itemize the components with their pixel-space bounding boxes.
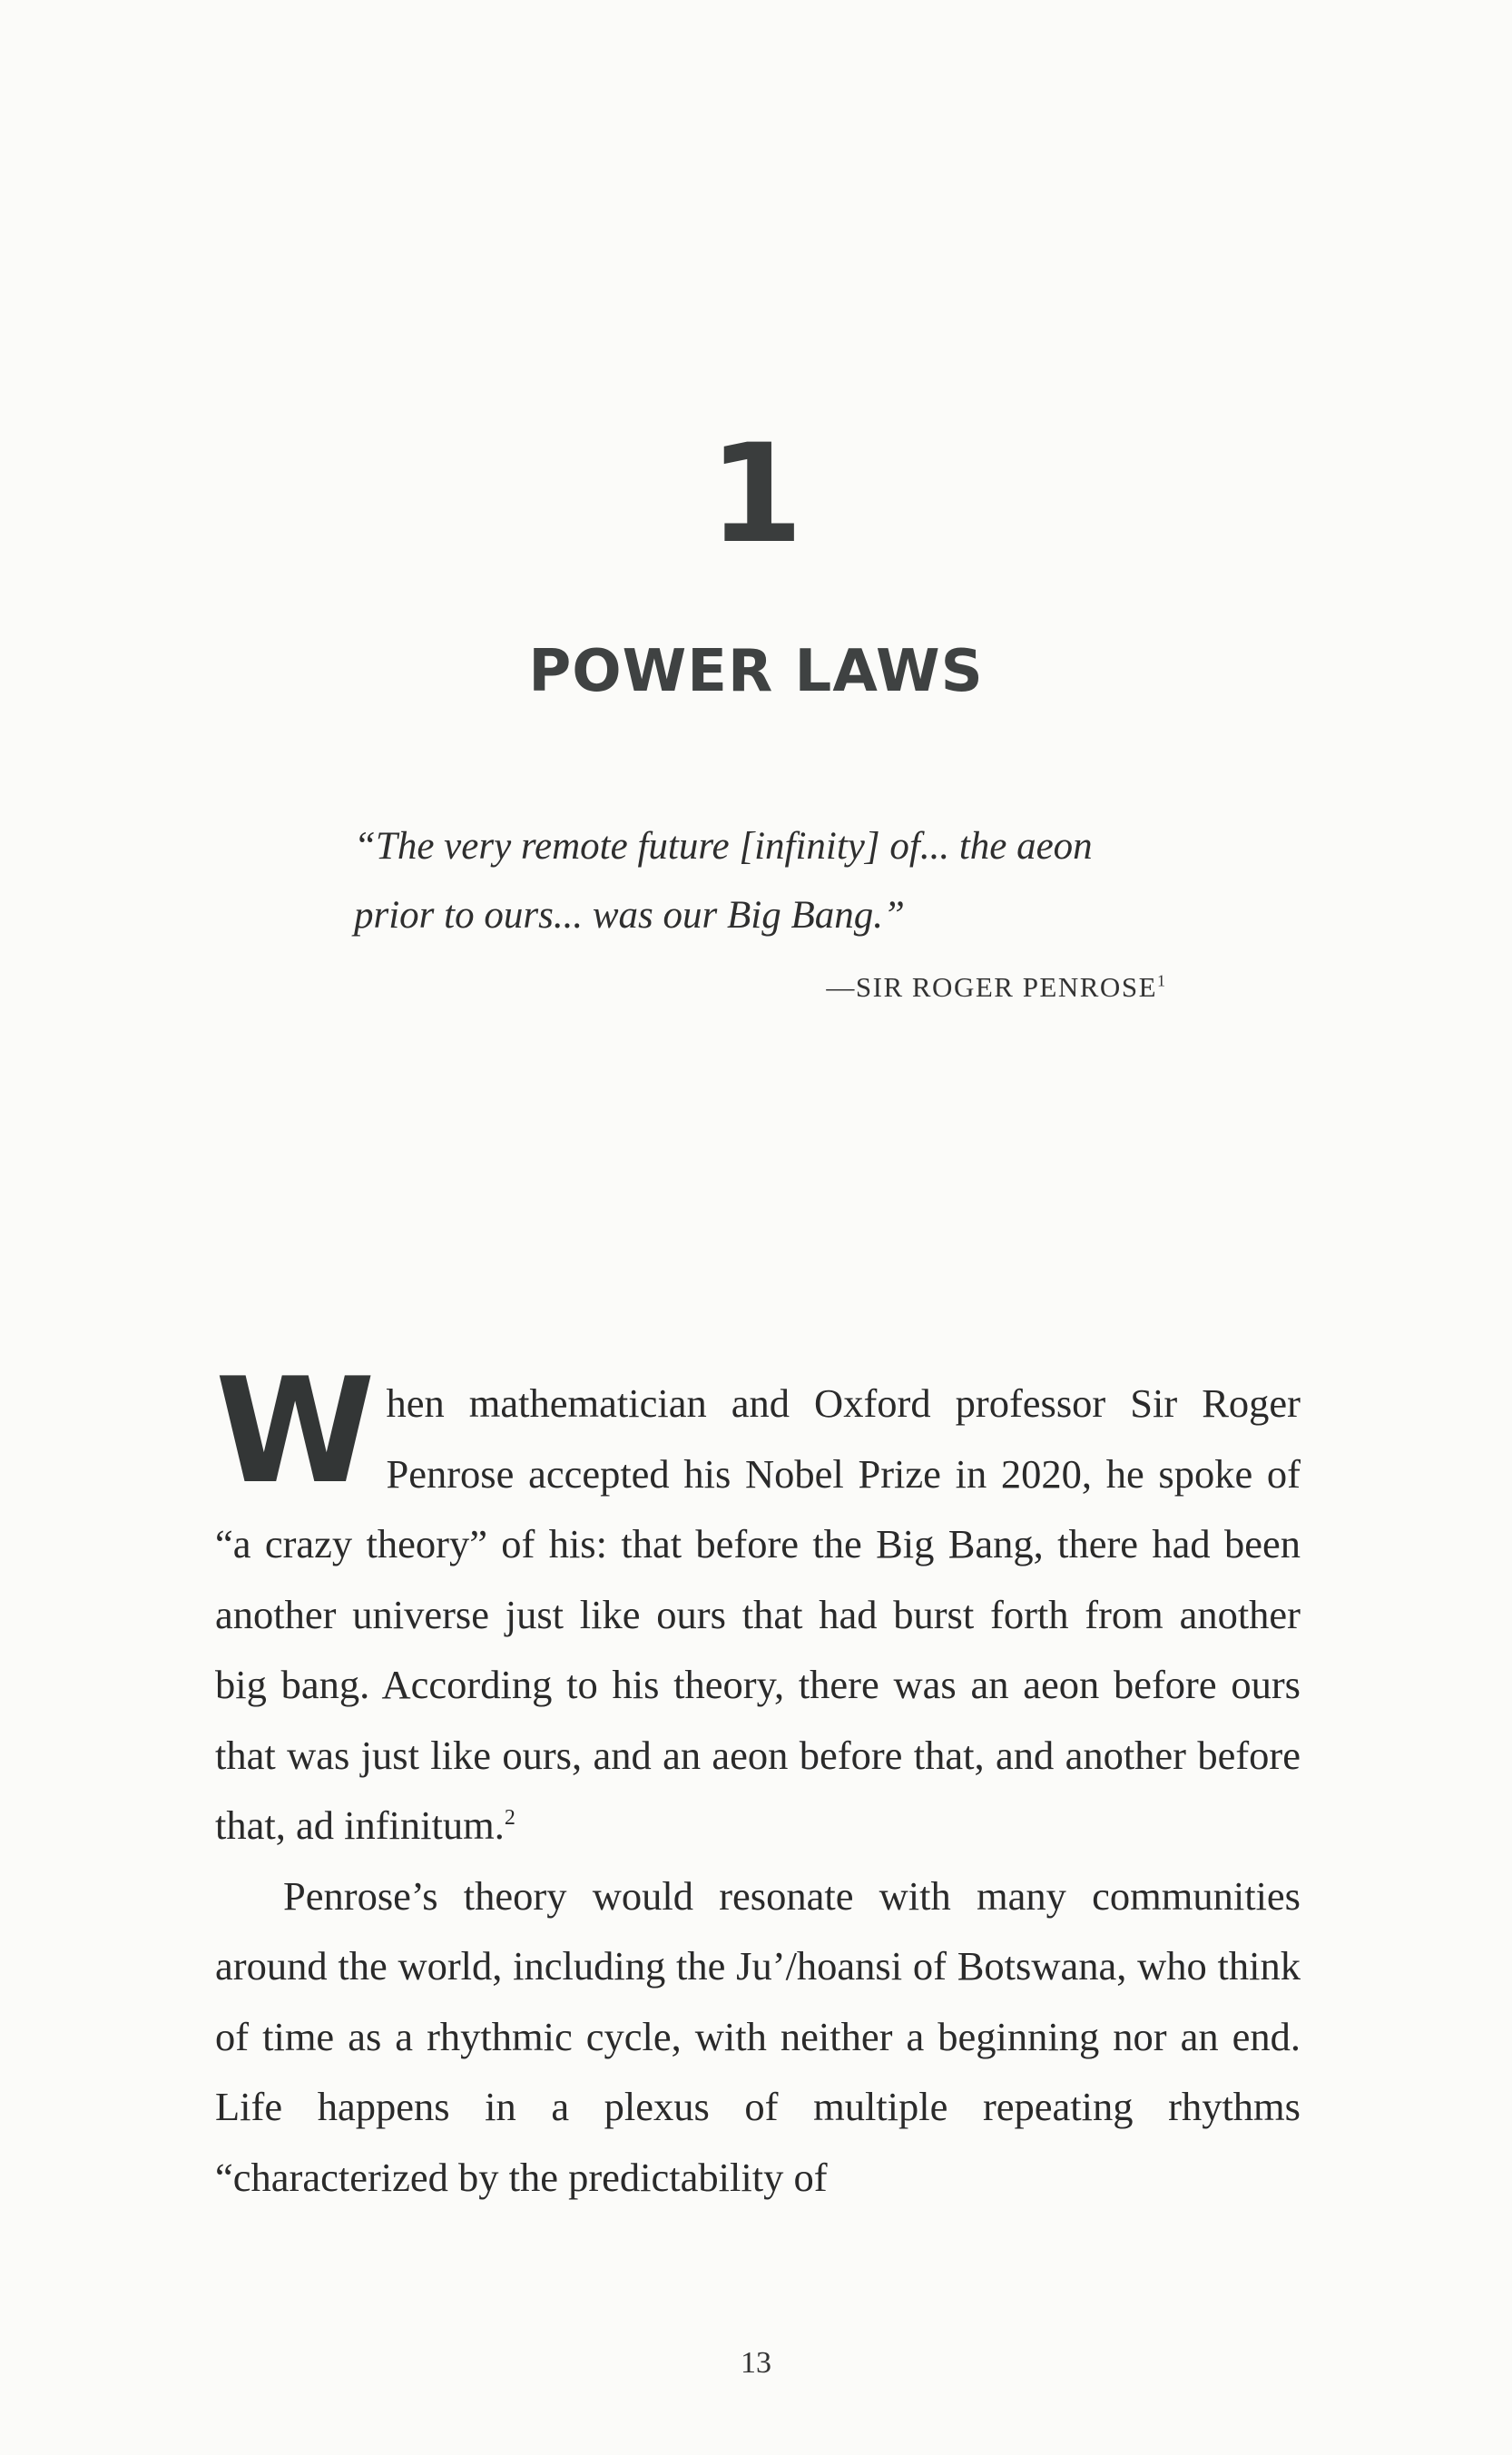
- chapter-title: POWER LAWS: [528, 638, 984, 705]
- footnote-marker-2: 2: [504, 1806, 515, 1831]
- page-number: 13: [741, 2346, 771, 2380]
- drop-cap: W: [215, 1346, 376, 1516]
- epigraph-attribution: [826, 971, 1165, 1004]
- epigraph-quote: “The very remote future [infinity] of... the aeon prior to ours... was our Big Bang.”: [354, 825, 1093, 937]
- paragraph-1: [215, 1346, 1301, 1861]
- attribution-name: —SIR ROGER PENROSE: [826, 971, 1157, 1003]
- chapter-number: 1: [708, 416, 804, 574]
- footnote-marker-1: 1: [1157, 971, 1165, 990]
- paragraph-1-text: hen mathematician and Oxford professor Sir Roger Penrose accepted his Nobel Prize in 2020, he spoke of “a crazy theory” of his: that before the Big Bang, there had been another universe just like ours that had burst forth from another big bang. According to his theory, there was an aeon before ours that was just like ours, and an aeon before that, and another before that, ad infinitum.: [215, 1380, 1301, 1848]
- paragraph-2: Penrose’s theory would resonate with many communities around the world, including the Ju’/hoansi of Botswana, who think of time as a rhythmic cycle, with neither a beginning nor an end. Life happens in a plexus of multiple repeating rhythms “characterized by the predictability of: [215, 1872, 1301, 2200]
- body-text: [215, 1346, 1301, 2213]
